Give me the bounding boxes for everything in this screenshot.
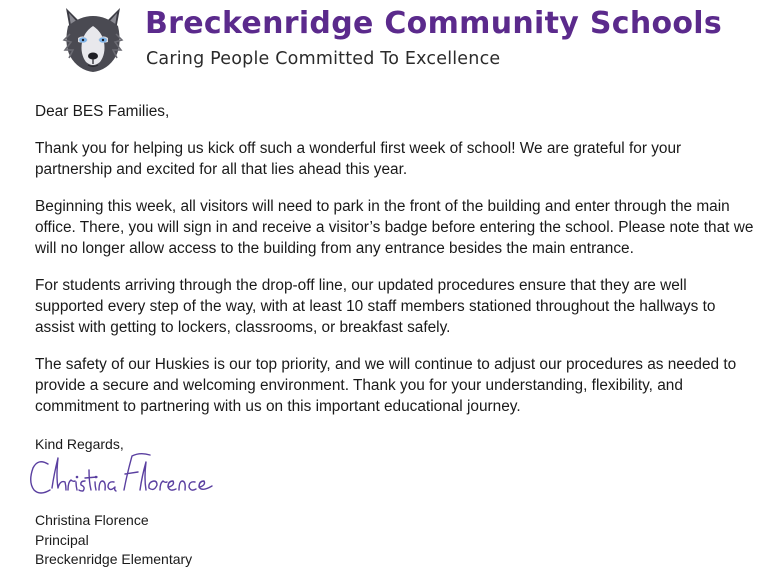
signer-school: Breckenridge Elementary [35,551,193,567]
letterhead [58,2,738,78]
salutation: Dear BES Families, [35,103,170,120]
closing: Kind Regards, [35,436,124,452]
signer-title: Principal [35,531,89,548]
signer-name: Christina Florence [35,512,149,528]
letter-body [35,101,757,433]
school-tagline: Caring People Committed To Excellence [146,49,501,69]
handwritten-signature [28,450,218,504]
school-name: Breckenridge Community Schools [145,6,723,41]
paragraph-welcome: Thank you for helping us kick off such a wonderful first week of school! We are grateful for your partnership and excited for all that lies ahead this year. [35,140,682,178]
paragraph-safety: The safety of our Huskies is our top priority, and we will continue to adjust our procedures as needed to provide a secure and welcoming environment. Thank you for your understanding, flexibility, and commitment to partnering with us on this important educational journey. [35,356,737,415]
paragraph-visitors: Beginning this week, all visitors will need to park in the front of the building and enter through the main office. There, you will sign in and receive a visitor’s badge before entering the school. Please note that we will no longer allow access to the building from any entrance besides the main entrance. [35,198,754,257]
paragraph-drop-off: For students arriving through the drop-off line, our updated procedures ensure that they are well supported every step of the way, with at least 10 staff members stationed throughout the hallways to assist with getting to lockers, classrooms, or breakfast safely. [35,277,716,336]
husky-mascot-icon [58,4,128,74]
signature-block [35,511,192,570]
